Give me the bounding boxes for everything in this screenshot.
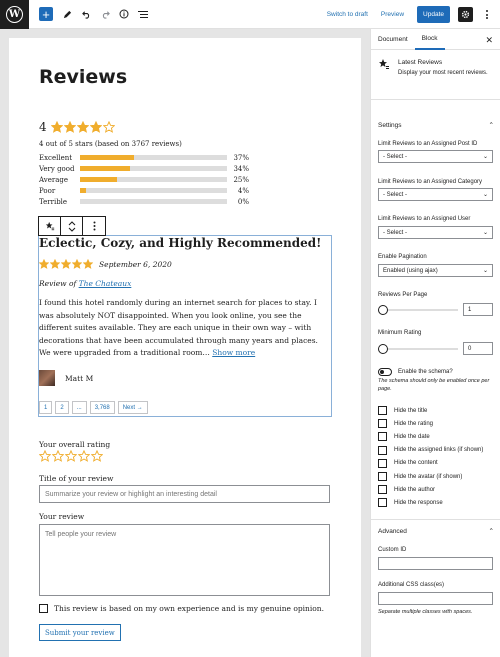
list-view-icon bbox=[138, 10, 148, 19]
rating-bar-label: Excellent bbox=[39, 153, 73, 162]
settings-panel-toggle[interactable] bbox=[371, 114, 500, 136]
list-view-button[interactable] bbox=[138, 9, 148, 19]
review-rating bbox=[39, 259, 172, 269]
star-filled-icon bbox=[61, 259, 71, 269]
wordpress-logo-icon: W bbox=[6, 6, 23, 23]
chevron-down-icon: ⌄ bbox=[482, 268, 488, 274]
undo-icon bbox=[82, 10, 91, 19]
pagination bbox=[39, 401, 151, 414]
custom-id-label: Custom ID bbox=[378, 547, 407, 553]
pagination-link[interactable]: 1 bbox=[39, 401, 52, 414]
page-title[interactable]: Reviews bbox=[39, 66, 128, 88]
pagination-link[interactable]: 3,768 bbox=[90, 401, 115, 414]
star-empty-icon bbox=[39, 450, 51, 462]
chevron-down-icon: ⌄ bbox=[482, 192, 488, 198]
hide-option-label: Hide the author bbox=[394, 486, 436, 493]
rating-breakdown bbox=[39, 152, 249, 207]
block-card-title: Latest Reviews bbox=[398, 59, 443, 66]
slider-handle[interactable] bbox=[378, 344, 388, 354]
pagination-link[interactable]: 2 bbox=[55, 401, 68, 414]
move-block-button[interactable] bbox=[61, 217, 83, 235]
star-empty-icon bbox=[78, 450, 90, 462]
switch-to-draft-button[interactable]: Switch to draft bbox=[326, 11, 368, 18]
tab-document[interactable]: Document bbox=[378, 36, 408, 43]
editor-top-bar bbox=[0, 0, 500, 29]
avatar bbox=[39, 370, 55, 386]
show-more-link[interactable]: Show more bbox=[212, 348, 256, 357]
move-up-down-icon bbox=[68, 221, 76, 232]
custom-id-input[interactable] bbox=[378, 557, 493, 570]
consent-checkbox[interactable] bbox=[39, 604, 48, 613]
star-filled-icon bbox=[77, 121, 89, 133]
limit-post-select-value: - Select - bbox=[383, 153, 408, 160]
limit-post-select[interactable] bbox=[378, 150, 493, 163]
schema-toggle[interactable] bbox=[378, 368, 392, 376]
chevron-up-icon: ⌃ bbox=[488, 528, 494, 535]
rating-bar-percent: 4% bbox=[237, 186, 249, 195]
wordpress-logo-button[interactable] bbox=[0, 0, 29, 29]
rating-bar-track bbox=[80, 155, 227, 160]
close-sidebar-button[interactable] bbox=[485, 35, 493, 46]
hide-option[interactable] bbox=[378, 446, 483, 455]
limit-category-select-value: - Select - bbox=[383, 191, 408, 198]
more-vertical-icon bbox=[93, 221, 96, 231]
consent-row bbox=[39, 604, 324, 613]
redo-icon bbox=[101, 10, 110, 19]
rating-bar-fill bbox=[80, 166, 130, 171]
hide-option[interactable] bbox=[378, 485, 435, 494]
review-of bbox=[39, 279, 131, 288]
block-type-button[interactable] bbox=[39, 217, 61, 235]
overall-rating-label: Your overall rating bbox=[39, 440, 111, 449]
rating-bar-row bbox=[39, 152, 249, 163]
pagination-select-value: Enabled (using ajax) bbox=[383, 267, 438, 274]
details-button[interactable] bbox=[119, 9, 129, 19]
block-options-button[interactable] bbox=[83, 217, 105, 235]
star-filled-icon bbox=[39, 259, 49, 269]
rating-bar-track bbox=[80, 188, 227, 193]
hide-option[interactable] bbox=[378, 472, 462, 481]
rating-bar-row bbox=[39, 163, 249, 174]
limit-user-label: Limit Reviews to an Assigned User bbox=[378, 216, 471, 222]
star-filled-icon bbox=[51, 121, 63, 133]
review-title-input[interactable]: Summarize your review or highlight an interesting detail bbox=[39, 485, 330, 503]
hide-option-label: Hide the date bbox=[394, 433, 430, 440]
limit-user-select[interactable] bbox=[378, 226, 493, 239]
css-classes-input[interactable] bbox=[378, 592, 493, 605]
gear-icon bbox=[461, 10, 470, 19]
pagination-link[interactable]: ... bbox=[72, 401, 87, 414]
dot-icon bbox=[486, 14, 488, 16]
block-card bbox=[371, 50, 500, 100]
hide-option-checkbox[interactable] bbox=[378, 498, 387, 507]
reviews-block-icon bbox=[45, 221, 55, 231]
hide-option-checkbox[interactable] bbox=[378, 459, 387, 468]
preview-button[interactable]: Preview bbox=[380, 11, 405, 18]
review-of-link[interactable]: The Chateaux bbox=[78, 279, 132, 288]
pagination-link[interactable]: Next → bbox=[118, 401, 148, 414]
settings-panel-title: Settings bbox=[378, 121, 402, 129]
more-options-button[interactable] bbox=[482, 10, 492, 19]
average-rating-stars bbox=[51, 121, 116, 133]
star-filled-icon bbox=[50, 259, 60, 269]
average-rating-text: 4 out of 5 stars (based on 3767 reviews) bbox=[39, 140, 182, 148]
hide-option-label: Hide the rating bbox=[394, 420, 434, 427]
star-empty-icon bbox=[91, 450, 103, 462]
rating-bar-percent: 34% bbox=[233, 164, 249, 173]
review-stars bbox=[39, 259, 94, 269]
per-page-label: Reviews Per Page bbox=[378, 292, 428, 298]
close-icon: ✕ bbox=[485, 35, 493, 45]
rating-bar-track bbox=[80, 166, 227, 171]
rating-bar-label: Average bbox=[39, 175, 69, 184]
review-textarea[interactable]: Tell people your review bbox=[39, 524, 330, 596]
hide-option-label: Hide the content bbox=[394, 460, 438, 467]
star-filled-icon bbox=[72, 259, 82, 269]
rating-bar-fill bbox=[80, 188, 86, 193]
hide-option-checkbox[interactable] bbox=[378, 406, 387, 415]
schema-label: Enable the schema? bbox=[398, 369, 453, 375]
hide-option[interactable] bbox=[378, 406, 427, 415]
rating-bar-row bbox=[39, 174, 249, 185]
author-name: Matt M bbox=[65, 373, 94, 383]
slider-handle[interactable] bbox=[378, 305, 388, 315]
tab-block[interactable]: Block bbox=[415, 29, 445, 50]
review-title-label: Title of your review bbox=[39, 474, 114, 483]
rating-bar-track bbox=[80, 199, 227, 204]
rating-bar-label: Very good bbox=[39, 164, 75, 173]
hide-option-checkbox[interactable] bbox=[378, 472, 387, 481]
star-empty-icon bbox=[103, 121, 115, 133]
dot-icon bbox=[486, 10, 488, 12]
hide-option-checkbox[interactable] bbox=[378, 432, 387, 441]
advanced-panel-title: Advanced bbox=[378, 527, 407, 535]
hide-option-label: Hide the avatar (if shown) bbox=[394, 473, 463, 480]
star-empty-icon bbox=[52, 450, 64, 462]
star-filled-icon bbox=[83, 259, 93, 269]
limit-user-select-value: - Select - bbox=[383, 229, 408, 236]
redo-button[interactable] bbox=[100, 9, 110, 19]
rating-bar-percent: 0% bbox=[237, 197, 249, 206]
chevron-down-icon: ⌄ bbox=[482, 230, 488, 236]
star-filled-icon bbox=[90, 121, 102, 133]
rating-bar-label: Terrible bbox=[39, 197, 68, 206]
per-page-input[interactable]: 1 bbox=[463, 303, 493, 316]
hide-option-checkbox[interactable] bbox=[378, 446, 387, 455]
update-button[interactable]: Update bbox=[417, 6, 450, 23]
hide-option-checkbox[interactable] bbox=[378, 485, 387, 494]
hide-option[interactable] bbox=[378, 459, 438, 468]
settings-button[interactable] bbox=[458, 7, 473, 22]
top-bar-actions bbox=[327, 0, 500, 29]
limit-post-label: Limit Reviews to an Assigned Post ID bbox=[378, 141, 478, 147]
rating-bar-row bbox=[39, 185, 249, 196]
sidebar-tabs bbox=[371, 29, 500, 50]
review-author bbox=[39, 370, 93, 386]
overall-rating-input[interactable] bbox=[39, 450, 104, 462]
css-classes-label: Additional CSS class(es) bbox=[378, 582, 445, 588]
css-classes-help: Separate multiple classes with spaces. bbox=[378, 609, 473, 615]
limit-category-select[interactable] bbox=[378, 188, 493, 201]
average-rating-number: 4 bbox=[39, 120, 47, 134]
min-rating-input[interactable]: 0 bbox=[463, 342, 493, 355]
min-rating-slider[interactable] bbox=[378, 348, 458, 350]
hide-option-label: Hide the assigned links (if shown) bbox=[394, 447, 484, 454]
review-date: September 6, 2020 bbox=[99, 259, 172, 269]
rating-bar-label: Poor bbox=[39, 186, 56, 195]
hide-option[interactable] bbox=[378, 419, 433, 428]
add-block-button[interactable]: + bbox=[39, 7, 53, 21]
hide-option[interactable] bbox=[378, 432, 430, 441]
editor-canvas bbox=[9, 38, 361, 657]
rating-bar-percent: 25% bbox=[233, 175, 249, 184]
chevron-up-icon: ⌃ bbox=[488, 122, 494, 129]
limit-category-label: Limit Reviews to an Assigned Category bbox=[378, 179, 483, 185]
review-body-text: I found this hotel randomly during an internet search for places to stay. I was absolutely NOT disappointed. When you look online, you see the different suites available. They are each unique in their own way – with decorations that have been accumulated through many years and places. We were upgraded from a traditional room… bbox=[39, 298, 318, 357]
schema-help: The schema should only be enabled once per page. bbox=[378, 378, 490, 392]
review-body bbox=[39, 297, 331, 360]
hide-option-label: Hide the response bbox=[394, 499, 443, 506]
star-filled-icon bbox=[64, 121, 76, 133]
min-rating-label: Minimum Rating bbox=[378, 330, 422, 336]
settings-sidebar bbox=[370, 29, 500, 657]
rating-bar-fill bbox=[80, 177, 117, 182]
average-rating bbox=[39, 120, 116, 134]
block-card-description: Display your most recent reviews. bbox=[398, 70, 488, 76]
rating-bar-row bbox=[39, 196, 249, 207]
undo-button[interactable] bbox=[81, 9, 91, 19]
hide-option-checkbox[interactable] bbox=[378, 419, 387, 428]
hide-option[interactable] bbox=[378, 498, 443, 507]
toggle-knob bbox=[380, 370, 384, 374]
per-page-slider[interactable] bbox=[378, 309, 458, 311]
review-of-prefix: Review of bbox=[39, 279, 79, 288]
review-text-label: Your review bbox=[39, 512, 85, 521]
advanced-panel-toggle[interactable] bbox=[371, 520, 500, 542]
hide-option-label: Hide the title bbox=[394, 407, 428, 414]
review-title: Eclectic, Cozy, and Highly Recommended! bbox=[39, 236, 322, 250]
pagination-select[interactable] bbox=[378, 264, 493, 277]
info-icon bbox=[119, 9, 129, 19]
rating-bar-fill bbox=[80, 155, 134, 160]
rating-bar-track bbox=[80, 177, 227, 182]
pencil-icon bbox=[63, 10, 72, 19]
block-toolbar bbox=[38, 216, 106, 236]
rating-bar-percent: 37% bbox=[233, 153, 249, 162]
reviews-block-icon bbox=[378, 58, 392, 91]
edit-tools-button[interactable] bbox=[62, 9, 72, 19]
pagination-label: Enable Pagination bbox=[378, 254, 427, 260]
submit-review-button[interactable]: Submit your review bbox=[39, 624, 121, 641]
dot-icon bbox=[486, 17, 488, 19]
chevron-down-icon: ⌄ bbox=[482, 154, 488, 160]
consent-label: This review is based on my own experience and is my genuine opinion. bbox=[54, 604, 325, 613]
star-empty-icon bbox=[65, 450, 77, 462]
